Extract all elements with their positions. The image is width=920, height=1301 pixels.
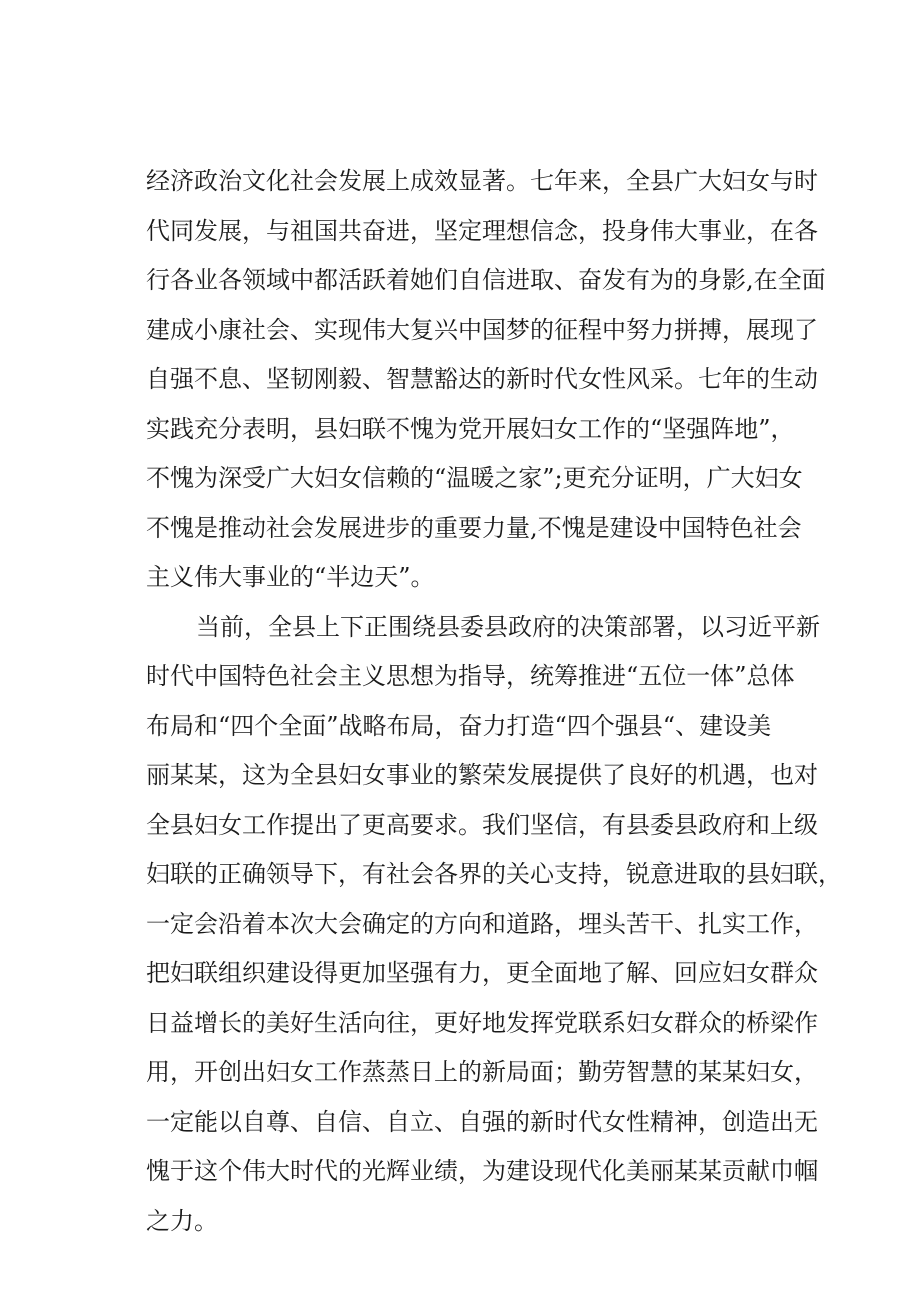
text-line: 丽某某，这为全县妇女事业的繁荣发展提供了良好的机遇，也对 [146,761,818,789]
text-line: 当前，全县上下正围绕县委县政府的决策部署，以习近平新 [196,612,820,641]
text-line: 之力。 [146,1206,218,1235]
text-line: 一定能以自尊、自信、自立、自强的新时代女性精神，创造出无 [146,1107,818,1136]
text-line: 把妇联组织建设得更加坚强有力，更全面地了解、回应妇女群众 [146,959,818,987]
text-line: 行各业各领域中都活跃着她们自信进取、奋发有为的身影,在全面 [146,266,826,294]
text-line: 时代中国特色社会主义思想为指导，统筹推进“五位一体”总体 [146,662,795,690]
text-line: 代同发展，与祖国共奋进，坚定理想信念，投身伟大事业，在各 [146,216,818,245]
text-line: 主义伟大事业的“半边天”。 [146,563,435,591]
text-line: 全县妇女工作提出了更高要求。我们坚信，有县委县政府和上级 [146,810,818,839]
paragraph-2 [146,603,842,1247]
text-line: 一定会沿着本次大会确定的方向和道路，埋头苦干、扎实工作， [146,909,818,938]
text-line: 经济政治文化社会发展上成效显著。七年来，全县广大妇女与时 [146,167,818,195]
paragraph-1 [146,157,826,603]
text-line: 不愧是推动社会发展进步的重要力量,不愧是建设中国特色社会 [146,513,802,542]
body-text [146,157,842,1246]
text-line: 布局和“四个全面”战略布局，奋力打造“四个强县“、建设美 [146,711,772,740]
text-line: 日益增长的美好生活向往，更好地发挥党联系妇女群众的桥梁作 [146,1008,818,1037]
text-line: 实践充分表明，县妇联不愧为党开展妇女工作的“坚强阵地”， [146,414,795,443]
text-line: 妇联的正确领导下，有社会各界的关心支持，锐意进取的县妇联， [146,860,842,888]
text-line: 用，开创出妇女工作蒸蒸日上的新局面；勤劳智慧的某某妇女， [146,1058,818,1086]
text-line: 建成小康社会、实现伟大复兴中国梦的征程中努力拼搏，展现了 [146,315,818,344]
text-line: 愧于这个伟大时代的光辉业绩，为建设现代化美丽某某贡献巾帼 [146,1157,818,1185]
text-line: 自强不息、坚韧刚毅、智慧豁达的新时代女性风采。七年的生动 [146,365,818,393]
text-line: 不愧为深受广大妇女信赖的“温暖之家”;更充分证明，广大妇女 [146,464,803,492]
